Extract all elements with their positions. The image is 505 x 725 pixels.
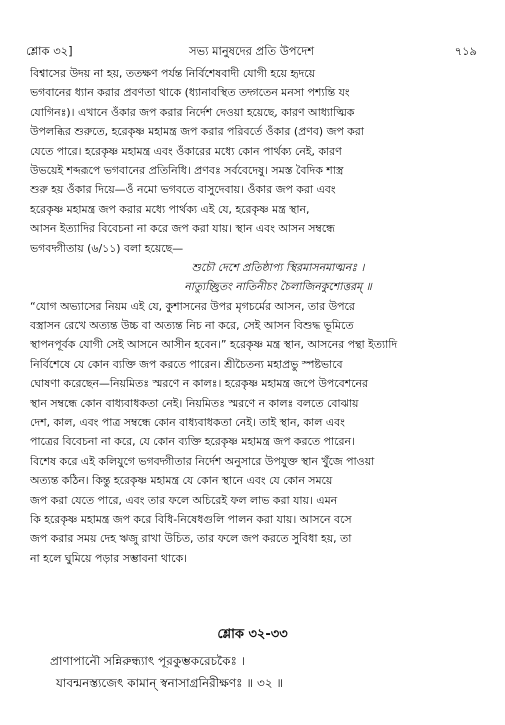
text-line: না হলে ঘুমিয়ে পড়ার সম্ভাবনা থাকে। bbox=[30, 551, 187, 565]
purport-paragraph-1 bbox=[30, 64, 476, 258]
text-line: নির্বিশেষে যে কোন ব্যক্তি জপ করতে পারেন। শ্রীচৈতন্য মহাপ্রভু স্পষ্টভাবে bbox=[30, 357, 343, 371]
text-line: যেতে পারে। হরেকৃষ্ণ মহামন্ত্র এবং ওঁকারের মধ্যে কোন পার্থক্য নেই, কারণ bbox=[30, 144, 342, 158]
sanskrit-verse bbox=[30, 650, 476, 694]
text-line: ভগবদ্গীতায় (৬/১১) বলা হয়েছে— bbox=[30, 241, 184, 255]
text-line: পাত্রের বিবেচনা না করে, যে কোন ব্যক্তি হরেকৃষ্ণ মহামন্ত্র জপ করতে পারেন। bbox=[30, 435, 355, 449]
header-verse-ref: শ্লোক ৩২] bbox=[26, 44, 73, 58]
sanskrit-line: যাবন্মনস্ত্যজেৎ কামান্ স্বনাসাগ্রনিরীক্ষণঃ ॥ ৩২ ॥ bbox=[56, 676, 284, 690]
text-line: স্থান সম্বন্ধে কোন বাধ্যবাধকতা নেই। নিয়মিতঃ স্মরণে ন কালঃ বলতে বোঝায় bbox=[30, 396, 359, 410]
gita-verse-quote bbox=[30, 258, 476, 297]
text-line: “যোগ অভ্যাসের নিয়ম এই যে, কুশাসনের উপর মৃগচর্মের আসন, তার উপরে bbox=[30, 299, 355, 313]
verse-line: নাত্যুচ্ছ্রিতং নাতিনীচং চৈলাজিনকুশোত্তরম্ ॥ bbox=[184, 280, 372, 294]
text-line: আসন ইত্যাদির বিবেচনা না করে জপ করা যায়। স্থান এবং আসন সম্বন্ধে bbox=[30, 222, 335, 236]
running-header bbox=[26, 42, 477, 60]
text-line: জপ করা যেতে পারে, এবং তার ফলে অচিরেই ফল লাভ করা যায়। এমন bbox=[30, 493, 338, 507]
verse-section-title: শ্লোক ৩২-৩৩ bbox=[217, 627, 288, 642]
text-line: উপলব্ধির শুরুতে, হরেকৃষ্ণ মহামন্ত্র জপ করার পরিবর্তে ওঁকার (প্রণব) জপ করা bbox=[30, 125, 364, 139]
text-line: অত্যন্ত কঠিন। কিন্তু হরেকৃষ্ণ মহামন্ত্র যে কোন স্থানে এবং যে কোন সময়ে bbox=[30, 474, 333, 488]
header-chapter-title: সভ্য মানুষদের প্রতি উপদেশ bbox=[188, 44, 315, 58]
text-line: বস্ত্রাসন রেখে অত্যন্ত উচ্চ বা অত্যন্ত নিচ না করে, সেই আসন বিশুদ্ধ ভূমিতে bbox=[30, 319, 354, 333]
text-line: ভগবানের ধ্যান করার প্রবণতা থাকে (ধ্যানাবস্থিত তদ্গতেন মনসা পশ্যন্তি যং bbox=[30, 86, 350, 100]
text-line: যোগিনঃ)। এখানে ওঁকার জপ করার নির্দেশ দেওয়া হয়েছে, কারণ আধ্যাত্মিক bbox=[30, 105, 355, 119]
text-line: ঘোষণা করেছেন—নিয়মিতঃ স্মরণে ন কালঃ। হরেকৃষ্ণ মহামন্ত্র জপে উপবেশনের bbox=[30, 377, 369, 391]
purport-text bbox=[30, 64, 476, 568]
sanskrit-line: প্রাণাপানৌ সন্নিরুন্ধ্যাৎ পূরকুম্ভকরেচকৈঃ । bbox=[50, 654, 246, 668]
purport-paragraph-2 bbox=[30, 297, 476, 568]
verse-line: শুচৌ দেশে প্রতিষ্ঠাপ্য স্থিরমাসনমাত্মনঃ । bbox=[191, 260, 365, 274]
text-line: শুরু হয় ওঁকার দিয়ে—ওঁ নমো ভগবতে বাসুদেবায়। ওঁকার জপ করা এবং bbox=[30, 183, 336, 197]
text-line: স্থাপনপূর্বক যোগী সেই আসনে আসীন হবেন।” হরেকৃষ্ণ মন্ত্র স্থান, আসনের পন্থা ইত্যাদি bbox=[30, 338, 398, 352]
text-line: উভয়েই শব্দরূপে ভগবানের প্রতিনিধি। প্রণবঃ সর্ববেদেষু। সমস্ত বৈদিক শাস্ত্র bbox=[30, 163, 344, 177]
text-line: কি হরেকৃষ্ণ মহামন্ত্র জপ করে বিধি-নিষেধগুলি পালন করা যায়। আসনে বসে bbox=[30, 512, 352, 526]
text-line: বিশ্বাসের উদয় না হয়, ততক্ষণ পর্যন্ত নির্বিশেষবাদী যোগী হয়ে হৃদয়ে bbox=[30, 67, 316, 80]
text-line: হরেকৃষ্ণ মহামন্ত্র জপ করার মধ্যে পার্থক্য এই যে, হরেকৃষ্ণ মন্ত্র স্থান, bbox=[30, 202, 310, 216]
text-line: জপ করার সময় দেহ ঋজু রাখা উচিত, তার ফলে জপ করতে সুবিধা হয়, তা bbox=[30, 532, 352, 546]
header-page-number: ৭১৯ bbox=[454, 44, 477, 58]
text-line: বিশেষ করে এই কলিযুগে ভগবদ্গীতার নির্দেশ অনুসারে উপযুক্ত স্থান খুঁজে পাওয়া bbox=[30, 454, 375, 468]
text-line: দেশ, কাল, এবং পাত্র সম্বন্ধে কোন বাধ্যবাধকতা নেই। তাই স্থান, কাল এবং bbox=[30, 416, 345, 430]
